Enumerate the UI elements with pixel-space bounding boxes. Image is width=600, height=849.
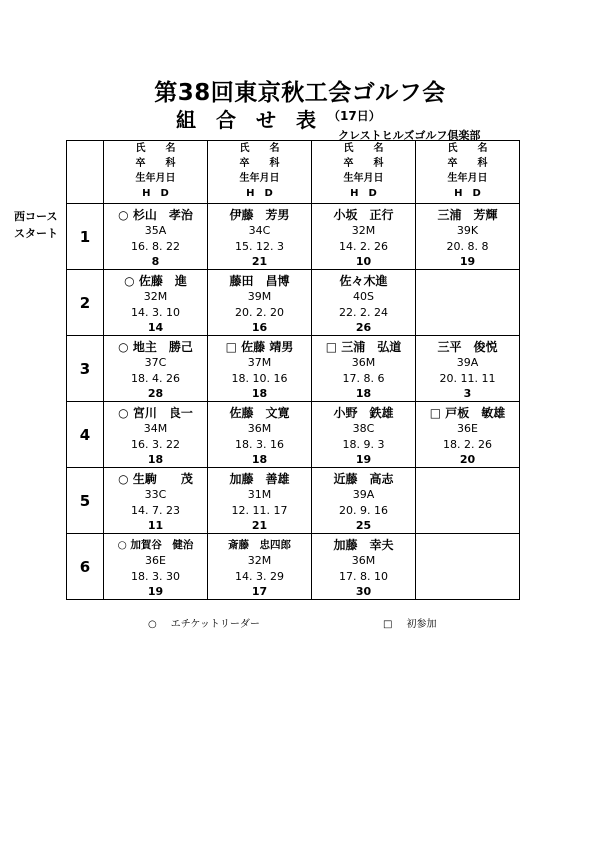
header-birth: 生年月日 <box>239 173 280 184</box>
circle-icon: ○ <box>118 340 129 354</box>
player-class: 39K <box>456 224 479 237</box>
player-name: 宮川 良一 <box>132 406 193 420</box>
group-row <box>67 270 520 336</box>
player-class: 36E <box>145 554 166 567</box>
player-class: 39A <box>456 356 479 369</box>
header-birth: 生年月日 <box>343 173 384 184</box>
player-birth: 15. 12. 3 <box>235 240 284 253</box>
player-cell <box>208 402 312 468</box>
circle-icon: ○ <box>124 274 135 288</box>
player-birth: 20. 11. 11 <box>439 372 496 385</box>
player-cell <box>208 534 312 600</box>
square-icon: □ <box>325 340 338 354</box>
player-class: 34M <box>143 422 168 435</box>
header-class: 卒 科 <box>135 158 176 169</box>
player-class: 38C <box>352 422 375 435</box>
page-title: 第38回東京秋工会ゴルフ会 <box>154 80 446 106</box>
player-hd: 20 <box>459 453 476 466</box>
player-name: 小坂 正行 <box>333 208 394 222</box>
player-cell <box>312 468 416 534</box>
player-class: 39A <box>352 488 375 501</box>
player-cell <box>104 270 208 336</box>
player-name-line <box>208 339 311 355</box>
player-name-line <box>104 207 207 223</box>
player-hd: 19 <box>147 585 164 598</box>
player-class: 32M <box>247 554 272 567</box>
player-cell <box>208 336 312 402</box>
player-cell <box>104 468 208 534</box>
club-name: クレストヒルズゴルフ倶楽部 <box>338 129 481 142</box>
player-cell <box>208 270 312 336</box>
player-birth: 17. 8. 6 <box>342 372 385 385</box>
player-name: 斎藤 忠四郎 <box>228 539 291 551</box>
group-row <box>67 204 520 270</box>
legend-etiquette-label: エチケットリーダー <box>170 619 260 630</box>
column-header <box>104 141 208 204</box>
player-name: 近藤 高志 <box>333 472 394 486</box>
player-cell <box>104 402 208 468</box>
player-birth: 18. 2. 26 <box>443 438 492 451</box>
player-class: 36M <box>247 422 272 435</box>
player-class: 36M <box>351 356 376 369</box>
player-name-line <box>416 405 519 421</box>
column-header <box>312 141 416 204</box>
player-cell <box>104 534 208 600</box>
player-name: 小野 鉄雄 <box>333 406 394 420</box>
player-birth: 14. 3. 29 <box>235 570 284 583</box>
player-class: 31M <box>247 488 272 501</box>
player-name: 三浦 芳輝 <box>437 208 498 222</box>
player-cell <box>416 402 520 468</box>
header-birth: 生年月日 <box>135 173 176 184</box>
column-header <box>208 141 312 204</box>
player-birth: 14. 3. 10 <box>131 306 180 319</box>
player-name: 伊藤 芳男 <box>229 208 290 222</box>
group-row <box>67 468 520 534</box>
player-cell <box>208 204 312 270</box>
player-name: 加賀谷 健治 <box>130 539 194 551</box>
player-name-line <box>312 537 415 553</box>
player-name: 生駒 茂 <box>132 472 193 486</box>
player-name: 三平 俊悦 <box>437 340 498 354</box>
player-hd: 18 <box>251 387 268 400</box>
player-hd: 14 <box>147 321 164 334</box>
group-row <box>67 534 520 600</box>
player-hd: 19 <box>459 255 476 268</box>
player-class: 34C <box>248 224 271 237</box>
player-class: 39M <box>247 290 272 303</box>
course-label: 西コース <box>14 210 58 223</box>
player-name-line <box>312 273 415 289</box>
player-class: 36M <box>351 554 376 567</box>
player-hd: 18 <box>147 453 164 466</box>
player-class: 33C <box>144 488 167 501</box>
player-birth: 20. 9. 16 <box>339 504 388 517</box>
player-birth: 12. 11. 17 <box>231 504 288 517</box>
player-name-line <box>312 471 415 487</box>
player-cell <box>312 204 416 270</box>
player-class: 32M <box>143 290 168 303</box>
player-cell <box>416 270 520 336</box>
player-hd: 18 <box>251 453 268 466</box>
player-birth: 18. 10. 16 <box>231 372 288 385</box>
square-icon: □ <box>225 340 237 354</box>
player-class: 37C <box>144 356 167 369</box>
player-cell <box>312 270 416 336</box>
start-label: スタート <box>14 227 58 240</box>
group-number: 2 <box>67 270 104 336</box>
player-name-line <box>312 207 415 223</box>
header-row <box>67 141 520 204</box>
circle-icon: ○ <box>118 406 129 420</box>
player-cell <box>416 204 520 270</box>
player-class: 32M <box>351 224 376 237</box>
square-icon: □ <box>383 619 393 630</box>
player-name-line <box>312 405 415 421</box>
group-number: 5 <box>67 468 104 534</box>
player-class: 40S <box>353 290 374 303</box>
player-cell <box>416 468 520 534</box>
group-number: 4 <box>67 402 104 468</box>
group-number: 1 <box>67 204 104 270</box>
player-name-line <box>312 339 415 355</box>
player-hd: 30 <box>355 585 372 598</box>
player-hd: 10 <box>355 255 372 268</box>
player-class: 37M <box>247 356 272 369</box>
player-name-line <box>416 339 519 355</box>
group-number: 6 <box>67 534 104 600</box>
player-hd: 16 <box>251 321 268 334</box>
legend-first-label: 初参加 <box>406 619 437 630</box>
player-name-line <box>208 471 311 487</box>
column-header <box>416 141 520 204</box>
header-birth: 生年月日 <box>447 173 488 184</box>
player-name: 佐藤 進 <box>138 274 187 288</box>
header-name: 氏 名 <box>447 143 488 154</box>
header-name: 氏 名 <box>135 143 176 154</box>
player-birth: 18. 3. 30 <box>131 570 180 583</box>
player-hd: 28 <box>147 387 164 400</box>
player-name-line <box>416 207 519 223</box>
player-name: 佐藤 文寛 <box>229 406 290 420</box>
circle-icon: ○ <box>118 472 129 486</box>
player-name-line <box>104 471 207 487</box>
player-hd: 17 <box>251 585 268 598</box>
player-birth: 16. 3. 22 <box>131 438 180 451</box>
player-birth: 20. 8. 8 <box>446 240 489 253</box>
circle-icon: ○ <box>148 619 157 630</box>
player-name: 佐藤 靖男 <box>241 340 294 354</box>
header-hd: H D <box>142 188 169 199</box>
player-hd: 21 <box>251 255 268 268</box>
header-hd: H D <box>454 188 481 199</box>
header-class: 卒 科 <box>447 158 488 169</box>
player-birth: 14. 7. 23 <box>131 504 180 517</box>
header-hd: H D <box>350 188 377 199</box>
player-birth: 22. 2. 24 <box>339 306 388 319</box>
player-cell <box>312 336 416 402</box>
player-hd: 25 <box>355 519 372 532</box>
player-hd: 26 <box>355 321 372 334</box>
header-name: 氏 名 <box>239 143 280 154</box>
player-hd: 3 <box>463 387 472 400</box>
player-cell <box>312 402 416 468</box>
header-name: 氏 名 <box>343 143 384 154</box>
player-name: 三浦 弘道 <box>341 340 402 354</box>
player-hd: 19 <box>355 453 372 466</box>
circle-icon: ○ <box>118 208 129 222</box>
legend-etiquette <box>148 615 260 630</box>
player-name: 戸板 敏雄 <box>445 406 506 420</box>
player-cell <box>416 336 520 402</box>
player-name-line <box>208 273 311 289</box>
day-label: （17日） <box>328 109 381 123</box>
player-hd: 11 <box>147 519 164 532</box>
player-name: 杉山 孝治 <box>132 208 193 222</box>
player-birth: 16. 8. 22 <box>131 240 180 253</box>
player-cell <box>208 468 312 534</box>
player-birth: 18. 4. 26 <box>131 372 180 385</box>
legend-first <box>383 615 436 630</box>
player-cell <box>416 534 520 600</box>
player-name-line <box>208 405 311 421</box>
player-name: 佐々木進 <box>339 274 388 288</box>
player-hd: 8 <box>151 255 160 268</box>
square-icon: □ <box>429 406 442 420</box>
player-birth: 18. 3. 16 <box>235 438 284 451</box>
player-hd: 21 <box>251 519 268 532</box>
player-class: 35A <box>144 224 167 237</box>
player-name-line <box>104 405 207 421</box>
player-name-line <box>208 207 311 223</box>
circle-icon: ○ <box>117 539 127 551</box>
header-hd: H D <box>246 188 273 199</box>
player-cell <box>104 204 208 270</box>
player-name-line <box>104 537 207 553</box>
player-name-line <box>208 537 311 553</box>
player-class: 36E <box>457 422 478 435</box>
player-name-line <box>104 339 207 355</box>
player-birth: 17. 8. 10 <box>339 570 388 583</box>
player-name: 地主 勝己 <box>132 340 193 354</box>
group-number: 3 <box>67 336 104 402</box>
player-name: 藤田 昌博 <box>229 274 290 288</box>
player-cell <box>312 534 416 600</box>
player-birth: 14. 2. 26 <box>339 240 388 253</box>
page-subtitle: 組合せ表 <box>176 108 336 132</box>
player-name: 加藤 善雄 <box>229 472 290 486</box>
player-birth: 20. 2. 20 <box>235 306 284 319</box>
player-name: 加藤 幸夫 <box>333 538 394 552</box>
player-hd: 18 <box>355 387 372 400</box>
player-cell <box>104 336 208 402</box>
header-class: 卒 科 <box>343 158 384 169</box>
header-class: 卒 科 <box>239 158 280 169</box>
header-corner <box>67 141 104 204</box>
player-name-line <box>104 273 207 289</box>
pairing-table <box>66 140 520 600</box>
group-row <box>67 402 520 468</box>
player-birth: 18. 9. 3 <box>342 438 385 451</box>
group-row <box>67 336 520 402</box>
